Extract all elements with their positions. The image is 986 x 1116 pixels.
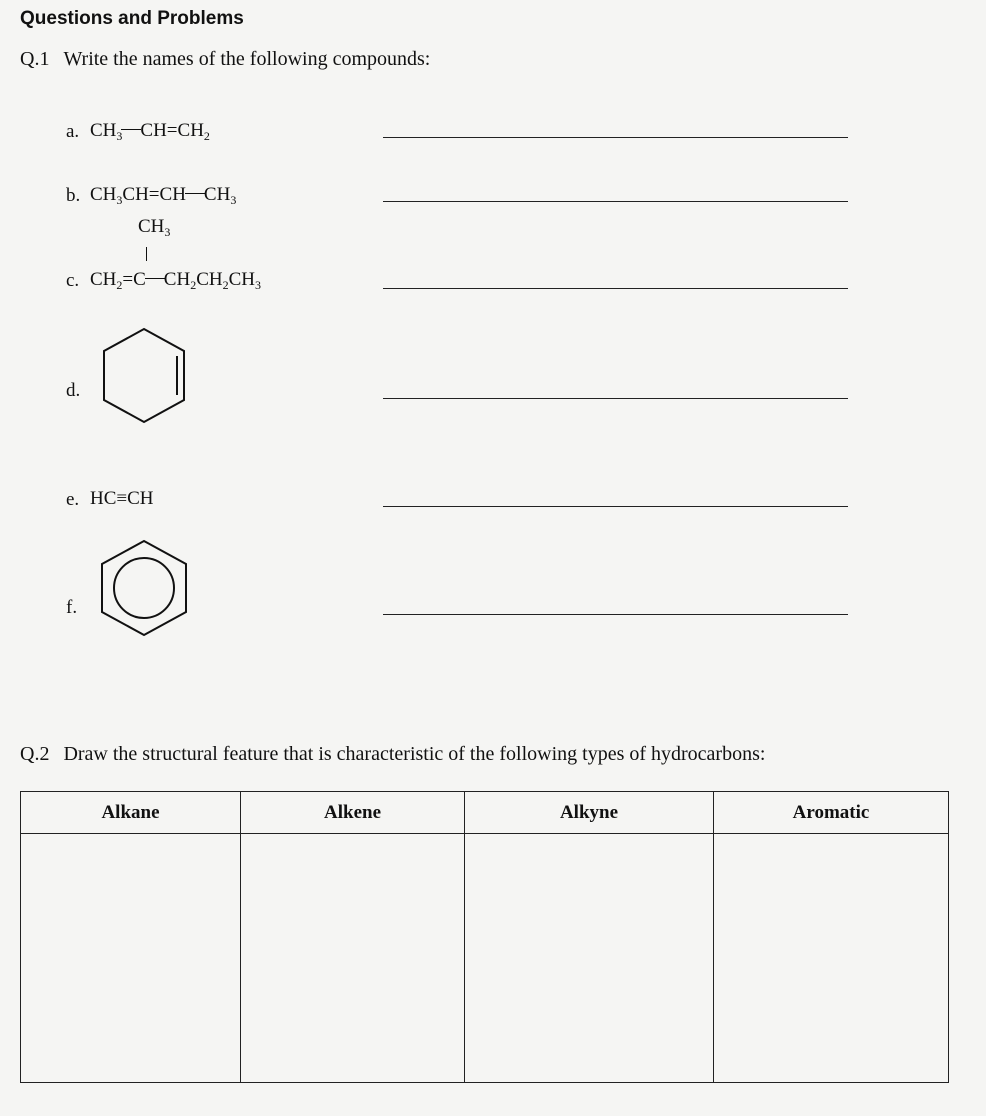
column-header-alkyne: Alkyne [465,792,714,834]
column-header-aromatic: Aromatic [714,792,949,834]
question-1-number: Q.1 [20,48,50,70]
item-f-letter: f. [66,597,78,618]
aromatic-drawing-cell[interactable] [714,834,949,1083]
item-b-letter: b. [66,185,81,206]
hydrocarbon-table [20,791,949,1083]
item-a-formula: $CH_3$ $CH=CH_2$ [90,120,210,143]
item-a-letter: a. [66,121,80,142]
single-bond [185,193,205,194]
alkane-drawing-cell[interactable] [21,834,241,1083]
question-2-number: Q.2 [20,743,50,765]
answer-line-a[interactable] [383,137,848,138]
item-e-letter: e. [66,489,80,510]
alkene-drawing-cell[interactable] [241,834,465,1083]
item-b-formula: $CH_3CH=CH$ $CH_3$ [90,184,237,207]
question-2 [20,743,765,766]
single-bond [121,129,141,130]
item-c-formula: $CH_2=C$ $CH_2CH_2CH_3$ [90,269,262,292]
question-1 [20,48,430,71]
item-c-branch: $CH_3$ [138,216,171,239]
table-header-row [21,792,949,834]
item-c-letter: c. [66,270,80,291]
section-title: Questions and Problems [20,8,244,29]
table-row [21,834,949,1083]
answer-line-e[interactable] [383,506,848,507]
question-2-prompt: Draw the structural feature that is characteristic of the following types of hydrocarbons: [63,743,766,765]
column-header-alkene: Alkene [241,792,465,834]
question-1-prompt: Write the names of the following compounds: [63,48,431,70]
answer-line-f[interactable] [383,614,848,615]
single-bond [145,278,165,279]
column-header-alkane: Alkane [21,792,241,834]
cyclohexene-ring-icon [92,324,192,428]
alkyne-drawing-cell[interactable] [465,834,714,1083]
item-d-letter: d. [66,380,81,401]
item-e-formula: HC≡CH [90,488,154,509]
answer-line-c[interactable] [383,288,848,289]
branch-bond [146,247,147,261]
benzene-ring-icon [94,538,194,638]
answer-line-d[interactable] [383,398,848,399]
answer-line-b[interactable] [383,201,848,202]
